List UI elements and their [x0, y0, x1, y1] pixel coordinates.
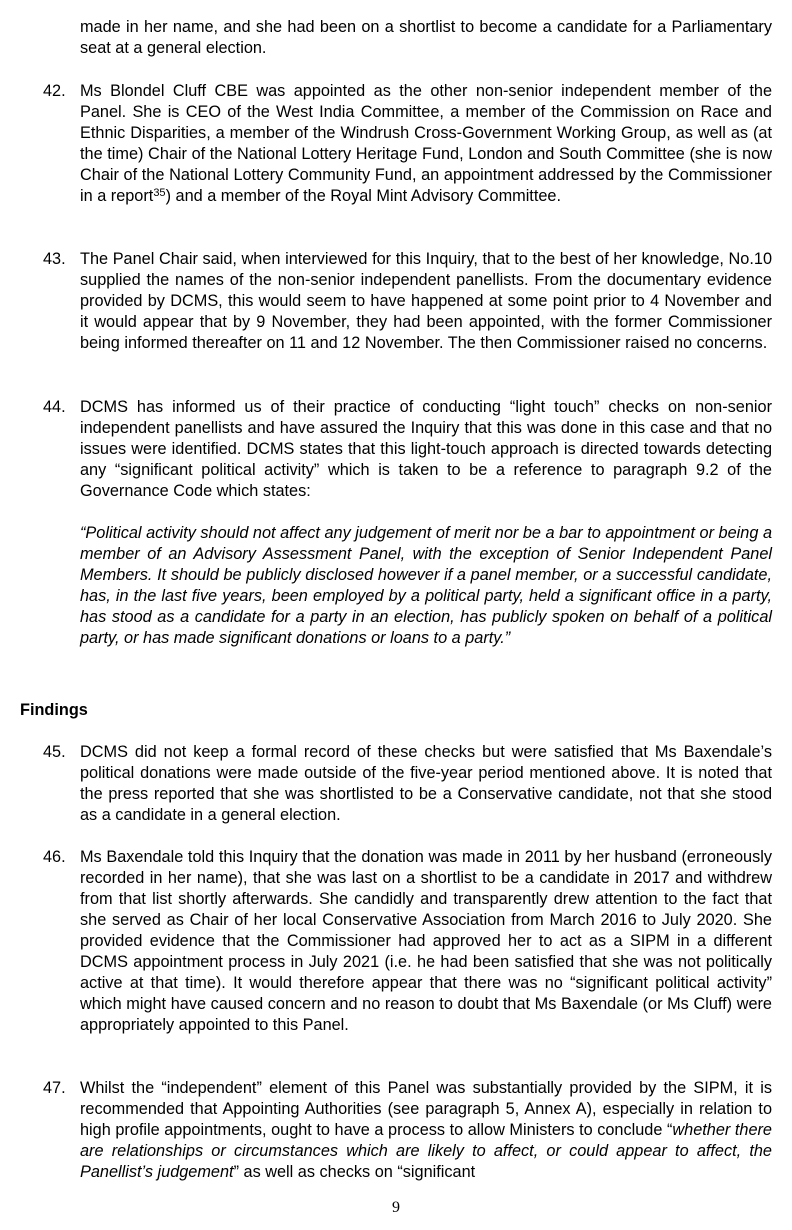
paragraph-47-text-b: ” as well as checks on “significant — [233, 1163, 476, 1181]
paragraph-42-text-b: ) and a member of the Royal Mint Advisory Committee. — [165, 187, 561, 205]
paragraph-43: The Panel Chair said, when interviewed for this Inquiry, that to the best of her knowledge, No.10 supplied the names of the non-senior independent panellists. From the documentary evidence provided by DCMS, this would seem to have happened at some point prior to 4 November and it would appear that by 9 November, they had been appointed, with the former Commissioner being informed thereafter on 11 and 12 November. The then Commissioner raised no concerns. — [80, 250, 772, 352]
findings-heading: Findings — [20, 701, 88, 719]
page-number: 9 — [392, 1199, 400, 1216]
paragraph-number-44: 44. — [43, 398, 66, 416]
paragraph-47-text-a: Whilst the “independent” element of this Panel was substantially provided by the SIPM, it is recommended that Appointing Authorities (see paragraph 5, Annex A), especially in relation to high profile appointments, ought to have a process to allow Ministers to conclude “ — [80, 1079, 772, 1139]
paragraph-number-45: 45. — [43, 743, 66, 761]
paragraph-number-47: 47. — [43, 1079, 66, 1097]
paragraph-44: DCMS has informed us of their practice of conducting “light touch” checks on non-senior independent panellists and have assured the Inquiry that this was done in this case and that no issues were identified. DCMS states that this light-touch approach is directed towards detecting any “significant political activity” which is taken to be a reference to paragraph 9.2 of the Governance Code which states: — [80, 398, 772, 500]
paragraph-number-43: 43. — [43, 250, 66, 268]
footnote-ref-35[interactable]: 35 — [153, 187, 166, 199]
paragraph-42-text-a: Ms Blondel Cluff CBE was appointed as the other non-senior independent member of the Panel. She is CEO of the West India Committee, a member of the Commission on Race and Ethnic Disparities, a member of the Windrush Cross-Government Working Group, as well as (at the time) Chair of the National Lottery Heritage Fund, London and South Committee (she is now Chair of the National Lottery Community Fund, an appointment addressed by the Commissioner in a report — [80, 82, 772, 205]
paragraph-number-46: 46. — [43, 848, 66, 866]
paragraph-47 — [80, 1078, 772, 1183]
governance-code-quote: “Political activity should not affect any judgement of merit nor be a bar to appointment or being a member of an Advisory Assessment Panel, with the exception of Senior Independent Panel Members. It should be publicly disclosed however if a panel member, or a successful candidate, has, in the last five years, been employed by a political party, held a significant office in a party, has stood as a candidate for a party in an election, has publicly spoken on behalf of a political party, or has made significant donations or loans to a party.” — [80, 524, 772, 647]
paragraph-number-42: 42. — [43, 82, 66, 100]
paragraph-continuation: made in her name, and she had been on a shortlist to become a candidate for a Parliamentary seat at a general election. — [80, 18, 772, 57]
paragraph-45: DCMS did not keep a formal record of these checks but were satisfied that Ms Baxendale’s political donations were made outside of the five-year period mentioned above. It is noted that the press reported that she was shortlisted to be a Conservative candidate, not that she stood as a candidate in a general election. — [80, 743, 772, 824]
paragraph-47-italic: whether there are relationships or circumstances which are likely to affect, or could appear to affect, the Panellist’s judgement — [80, 1121, 772, 1181]
paragraph-42 — [80, 81, 772, 207]
paragraph-46: Ms Baxendale told this Inquiry that the donation was made in 2011 by her husband (erroneously recorded in her name), that she was last on a shortlist to be a candidate in 2017 and withdrew from that list shortly afterwards. She candidly and transparently drew attention to the fact that she served as Chair of her local Conservative Association from March 2016 to July 2020. She provided evidence that the Commissioner had approved her to act as a SIPM in a different DCMS appointment process in July 2021 (i.e. he had been satisfied that she was not politically active at that time). It would therefore appear that there was no “significant political activity” which might have caused concern and no reason to doubt that Ms Baxendale (or Ms Cluff) were appropriately appointed to this Panel. — [80, 848, 772, 1034]
